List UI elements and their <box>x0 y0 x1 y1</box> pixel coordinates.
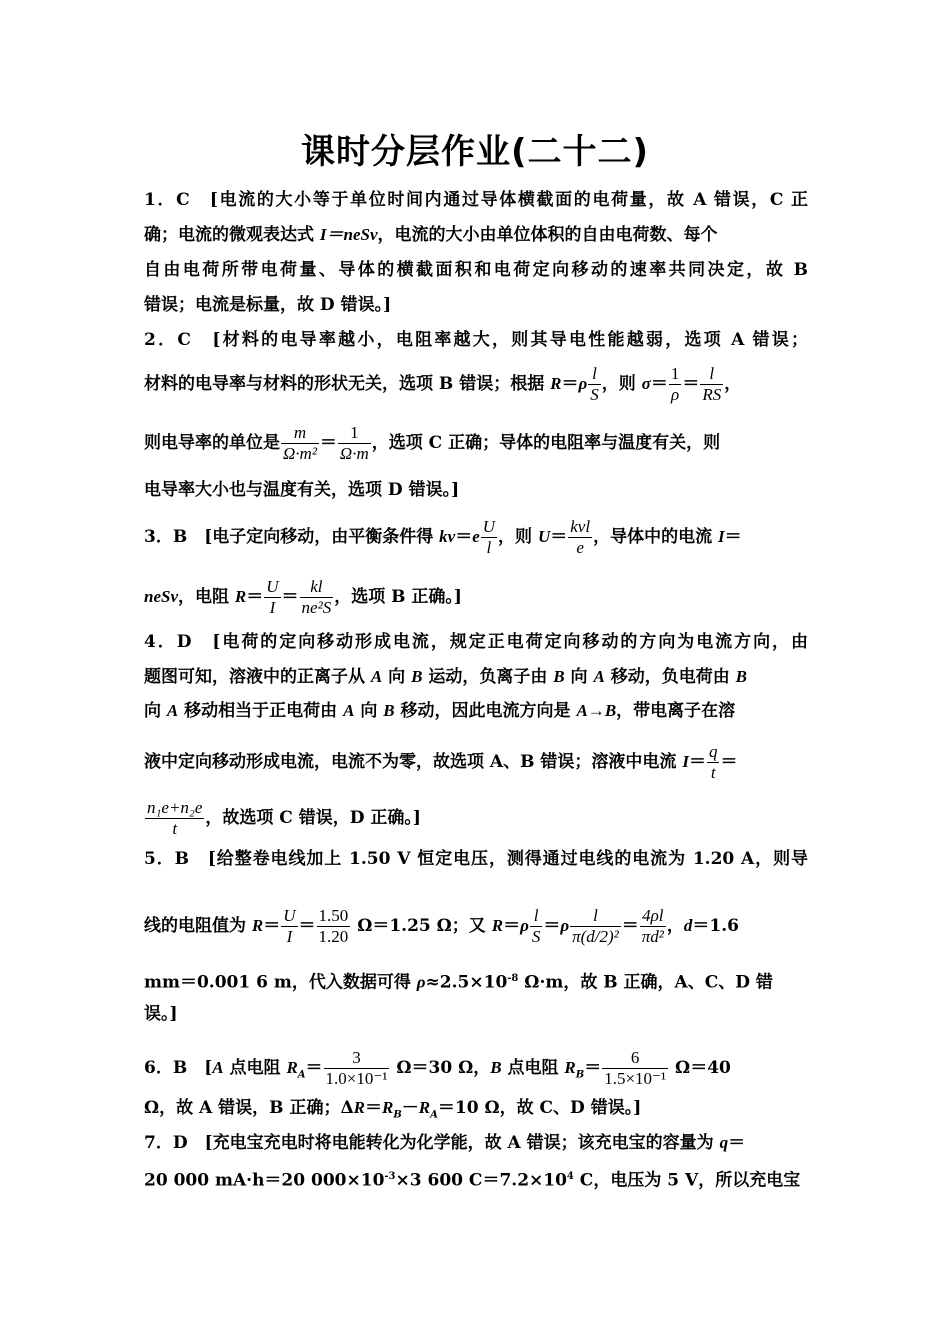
q4-line4: 液中定向移动形成电流，电流不为零，故选项 A、B 错误；溶液中电流 I＝ $\frac{q}{t}$ ＝ <box>144 742 738 782</box>
fraction-U-over-I-q5: $\frac{U}{I}$ <box>283 906 296 946</box>
q5-line4: 误。] <box>144 1004 178 1024</box>
fraction-6-over-RB: $\frac{6}{\text{1.5×10⁻¹}}$ <box>604 1048 667 1088</box>
fraction-150-over-120: $\frac{1.50}{1.20}$ <box>318 906 349 946</box>
q5-line2: 线的电阻值为 R＝ $\frac{U}{I}$ ＝ $\frac{1.50}{1.20}$ Ω＝1.25 Ω；又 R＝ρ $\frac{l}{S}$ ＝ρ $\frac{l}{\text{π(d/2)²}}$ ＝ $\frac{4\rho l}{\text{πd²}}$ ，d＝1.6 <box>144 906 739 946</box>
q6-line1: 6．B [A 点电阻 $R_A=$ $\frac{3}{\text{1.0×10⁻¹}}$ Ω＝30 Ω，B 点电阻 $R_B=$ $\frac{6}{\text{1.5×10⁻¹}}$ Ω＝40 <box>144 1048 731 1088</box>
fraction-n1e-n2e-over-t: $\frac{\text{n₁e+n₂e}}{t}$ <box>147 798 203 838</box>
q2-line1: 2．C [材料的电导率越小，电阻率越大，则其导电性能越弱，选项 A 错误； <box>144 330 808 350</box>
fraction-U-over-I: $\frac{U}{I}$ <box>266 577 279 617</box>
fraction-l-over-S: $\frac{l}{S}$ <box>590 364 599 404</box>
q1-line2: 确；电流的微观表达式 I＝neSv，电流的大小由单位体积的自由电荷数、每个 <box>144 225 718 245</box>
page-title: 课时分层作业(二十二) <box>300 132 650 172</box>
fraction-unit-1: $\frac{1}{\Omega\cdot m}$ <box>339 423 369 463</box>
q2-line4: 电导率大小也与温度有关，选项 D 错误。] <box>144 480 460 500</box>
q5-line3: mm＝0.001 6 m，代入数据可得 $\rho\approx 2.5\times 10^{-8}$ Ω·m，故 B 正确，A、C、D 错 <box>144 972 773 993</box>
q4-line5: $\frac{\text{n₁e+n₂e}}{t}$ ，故选项 C 错误，D 正确。] <box>147 798 421 838</box>
fraction-4rhol-over-pid2: $\frac{4\rho l}{\text{πd²}}$ <box>641 906 664 946</box>
q1-line3: 自由电荷所带电荷量、导体的横截面积和电荷定向移动的速率共同决定，故 B <box>144 260 808 280</box>
q1-line4: 错误；电流是标量，故 D 错误。] <box>144 295 392 315</box>
q2-line2: 材料的电导率与材料的形状无关，选项 B 错误；根据 R＝ρ $\frac{l}{S}$ ，则 σ＝ $\frac{1}{\rho}$ ＝ $\frac{l}{RS}$ ， <box>144 364 742 404</box>
q3-line1: 3．B [电子定向移动，由平衡条件得 kv＝e $\frac{U}{l}$ ，则 U＝ $\frac{\text{kvl}}{e}$ ，导体中的电流 I＝ <box>144 517 742 557</box>
fraction-U-over-l: $\frac{U}{l}$ <box>482 517 496 557</box>
fraction-kl-over-ne2S: $\frac{kl}{\text{ne²S}}$ <box>301 577 332 617</box>
q3-line2: neSv，电阻 R＝ $\frac{U}{I}$ ＝ $\frac{kl}{\text{ne²S}}$ ，选项 B 正确。] <box>144 577 462 617</box>
fraction-l-over-pi-d2: $\frac{l}{\text{π(d/2)²}}$ <box>572 906 619 946</box>
q2-line3: 则电导率的单位是 $\frac{m}{\text{Ω·m²}}$ ＝ $\frac{1}{\Omega\cdot m}$ ，选项 C 正确；导体的电阻率与温度有关，则 <box>144 423 721 463</box>
q7-line2: 20 000 mA·h＝20 $000\times 10^{-3}\times 3$ 600 $C=7.2\times 10^4$ C，电压为 5 V，所以充电宝 <box>144 1170 801 1191</box>
fraction-l-over-RS: $\frac{l}{RS}$ <box>702 364 722 404</box>
q1-line1: 1．C [电流的大小等于单位时间内通过导体横截面的电荷量，故 A 错误，C 正 <box>144 190 808 210</box>
q4-line2: 题图可知，溶液中的正离子从 A 向 B 运动，负离子由 B 向 A 移动，负电荷由 B <box>144 667 748 687</box>
q5-line1: 5．B [给整卷电线加上 1.50 V 恒定电压，测得通过电线的电流为 1.20 A，则导 <box>144 849 808 869</box>
fraction-kvl-over-e: $\frac{\text{kvl}}{e}$ <box>570 517 591 557</box>
fraction-q-over-t: $\frac{q}{t}$ <box>708 742 718 782</box>
q4-line3: 向 A 移动相当于正电荷由 A 向 B 移动，因此电流方向是 A→B，带电离子在溶 <box>144 701 736 721</box>
fraction-3-over-RA: $\frac{3}{\text{1.0×10⁻¹}}$ <box>325 1048 388 1088</box>
fraction-unit-m: $\frac{m}{\text{Ω·m²}}$ <box>283 423 317 463</box>
q6-line2: Ω，故 A 错误，B 正确；$\Delta R=R_B-R_A=10$ Ω，故 C、D 错误。] <box>144 1098 642 1121</box>
q7-line1: 7．D [充电宝充电时将电能转化为化学能，故 A 错误；该充电宝的容量为 q＝ <box>144 1133 746 1153</box>
fraction-l-over-S-q5: $\frac{l}{S}$ <box>531 906 541 946</box>
q4-line1: 4．D [电荷的定向移动形成电流，规定正电荷定向移动的方向为电流方向，由 <box>144 632 808 652</box>
fraction-1-over-rho: $\frac{1}{\rho}$ <box>670 364 680 404</box>
